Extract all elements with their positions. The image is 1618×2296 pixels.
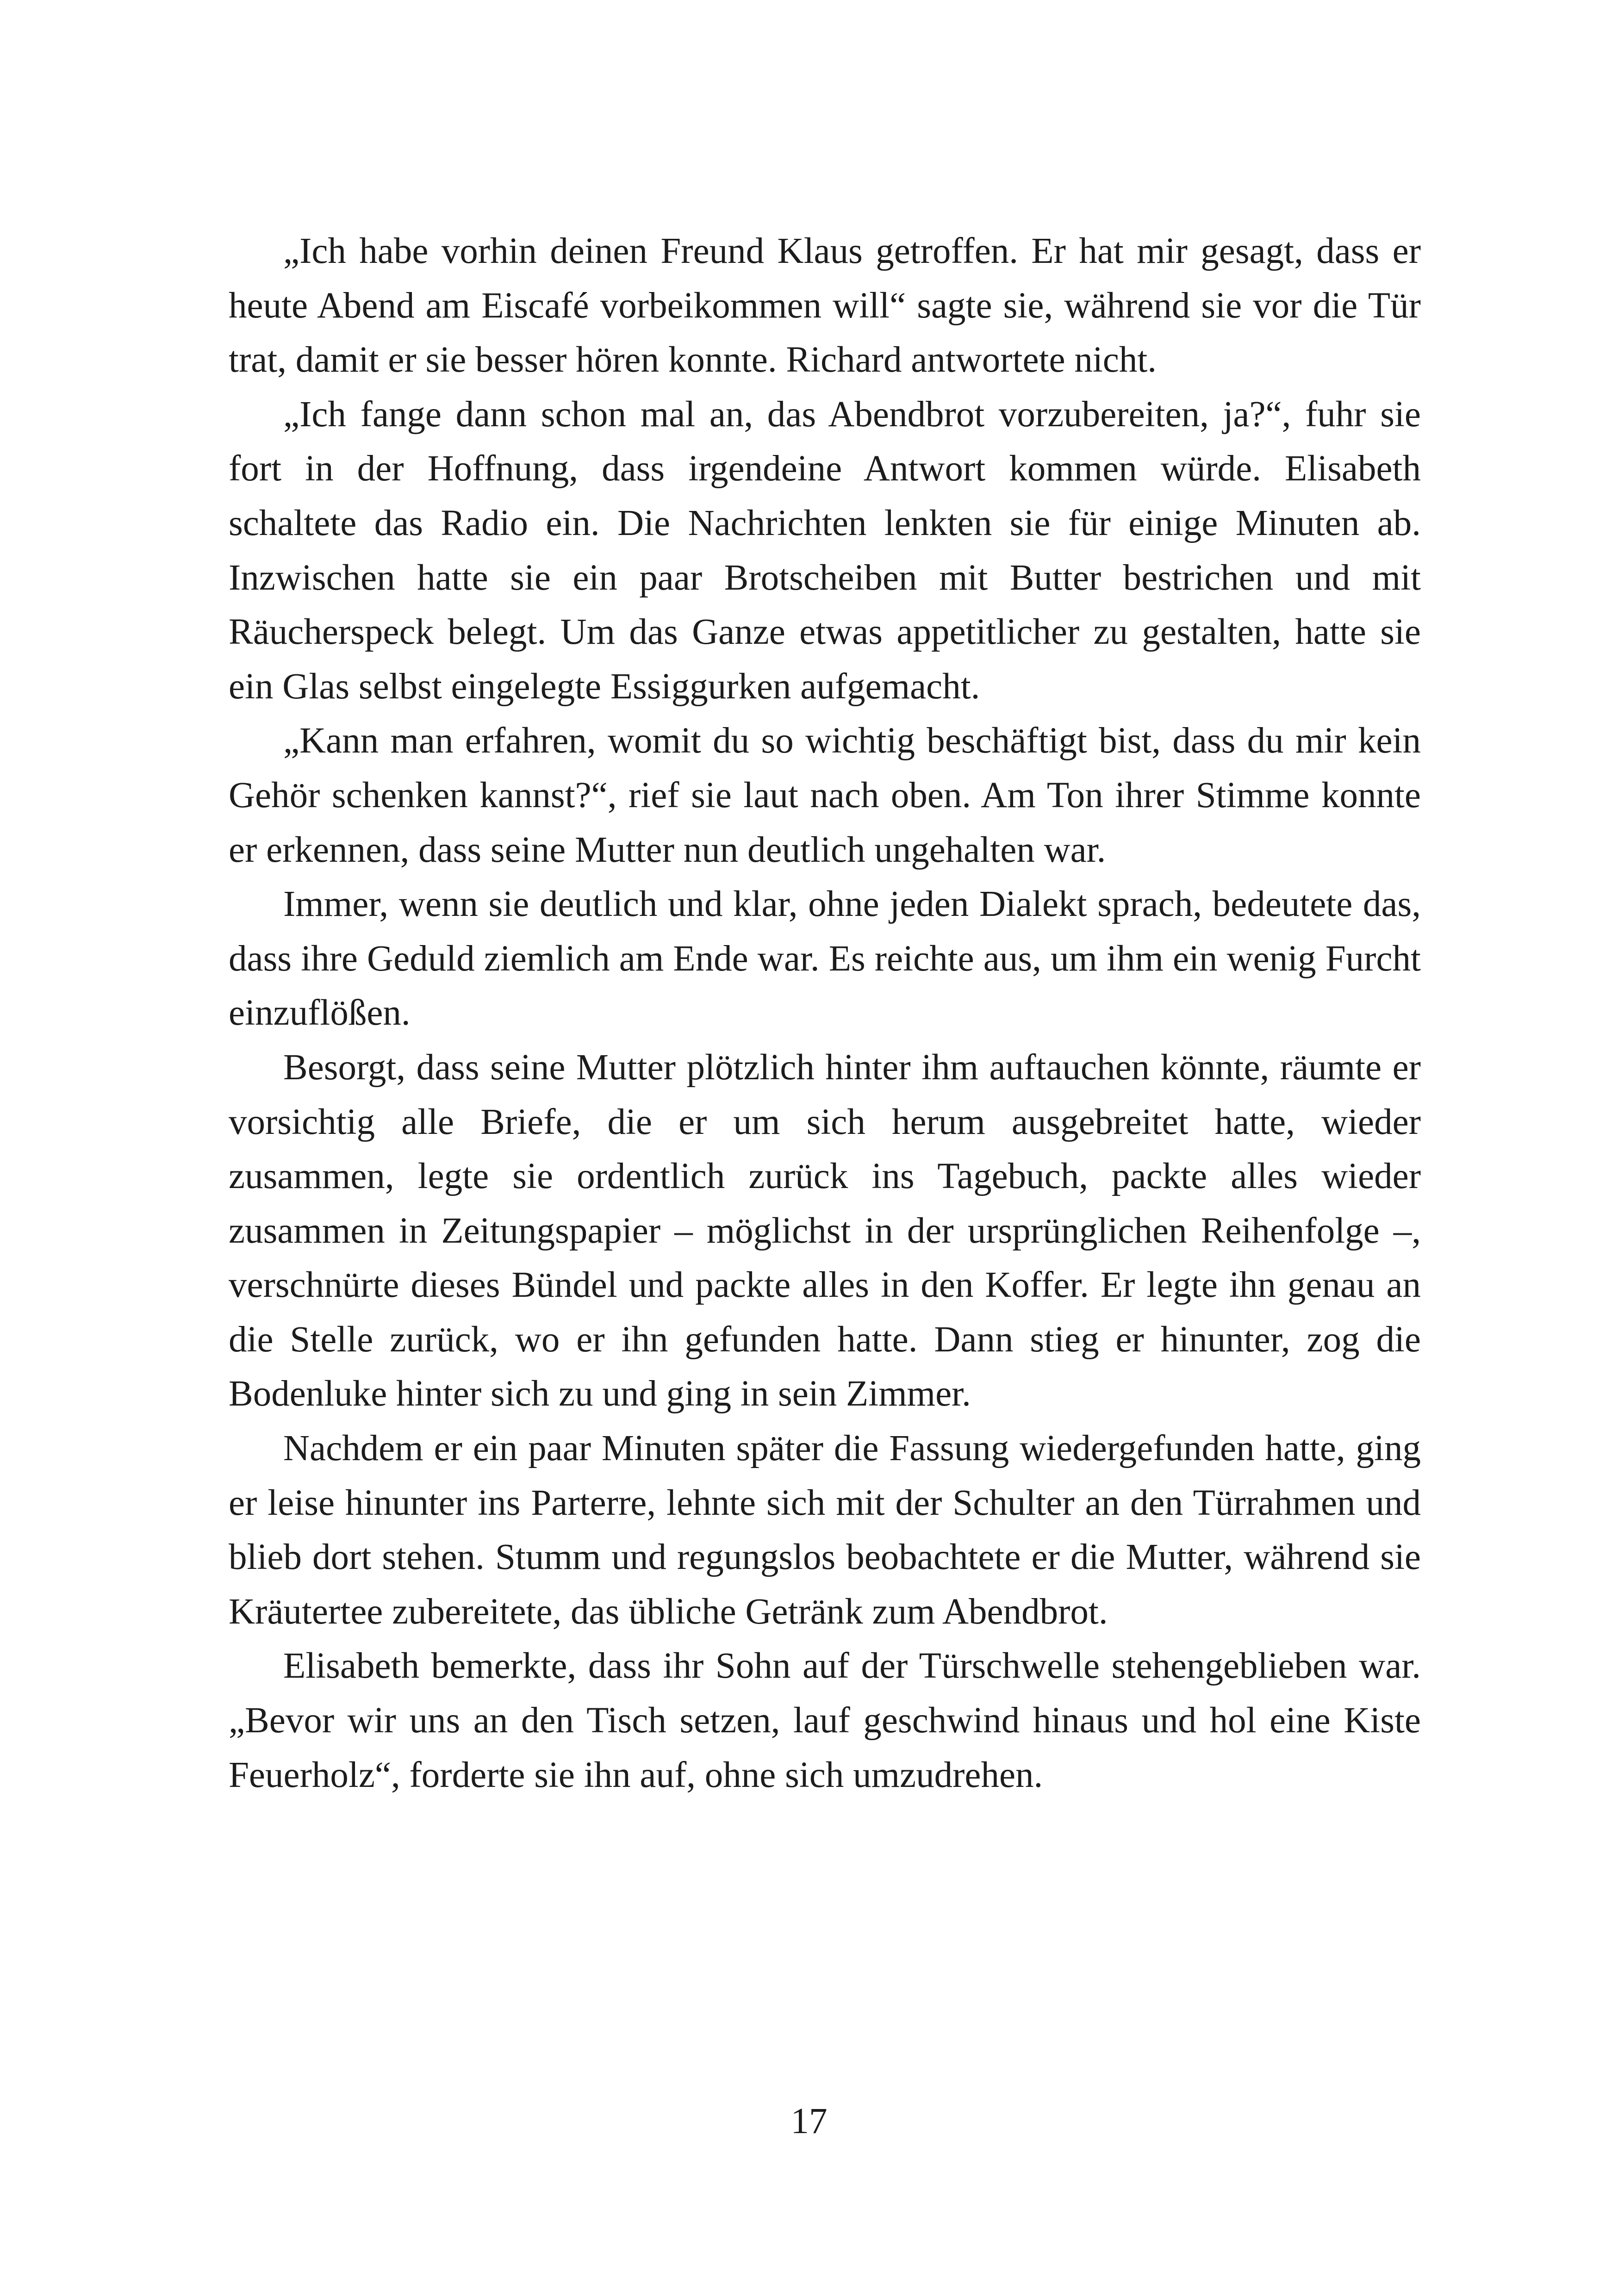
paragraph: Besorgt, dass seine Mutter plötzlich hinter ihm auftauchen könnte, räumte er vorsichtig alle Briefe, die er um sich herum ausgebreitet hatte, wieder zusammen, legte sie ordentlich zurück ins Tagebuch, packte alles wieder zusammen in Zeitungspapier – möglichst in der ursprünglichen Reihenfolge –, verschnürte dieses Bündel und packte alles in den Koffer. Er legte ihn genau an die Stelle zurück, wo er ihn gefunden hatte. Dann stieg er hinunter, zog die Bodenluke hinter sich zu und ging in sein Zimmer. bbox=[229, 1047, 1421, 1414]
paragraph: Nachdem er ein paar Minuten später die Fassung wiedergefunden hatte, ging er leise hinunter ins Parterre, lehnte sich mit der Schulter an den Türrahmen und blieb dort stehen. Stumm und regungslos beobachtete er die Mutter, während sie Kräutertee zubereitete, das übliche Getränk zum Abendbrot. bbox=[229, 1428, 1421, 1632]
paragraph: Immer, wenn sie deutlich und klar, ohne jeden Dialekt sprach, bedeutete das, dass ihre Geduld ziemlich am Ende war. Es reichte aus, um ihm ein wenig Furcht einzuflößen. bbox=[229, 884, 1421, 1033]
paragraph: Elisabeth bemerkte, dass ihr Sohn auf der Türschwelle stehengeblieben war. „Bevor wir uns an den Tisch setzen, lauf geschwind hinaus und hol eine Kiste Feuerholz“, forderte sie ihn auf, ohne sich umzudrehen. bbox=[229, 1646, 1421, 1795]
paragraph: „Ich habe vorhin deinen Freund Klaus getroffen. Er hat mir gesagt, dass er heute Abend am Eiscafé vorbeikommen will“ sagte sie, während sie vor die Tür trat, damit er sie besser hören konnte. Richard antwortete nicht. bbox=[229, 231, 1421, 380]
paragraph: „Kann man erfahren, womit du so wichtig beschäftigt bist, dass du mir kein Gehör schenken kannst?“, rief sie laut nach oben. Am Ton ihrer Stimme konnte er erkennen, dass seine Mutter nun deutlich ungehalten war. bbox=[229, 721, 1421, 870]
body-text bbox=[229, 224, 1421, 1802]
page-number: 17 bbox=[790, 2101, 828, 2141]
paragraph: „Ich fange dann schon mal an, das Abendbrot vorzubereiten, ja?“, fuhr sie fort in der Hoffnung, dass irgendeine Antwort kommen würde. Elisabeth schaltete das Radio ein. Die Nachrichten lenkten sie für einige Minuten ab. Inzwischen hatte sie ein paar Brotscheiben mit Butter bestrichen und mit Räucherspeck belegt. Um das Ganze etwas appetitlicher zu gestalten, hatte sie ein Glas selbst eingelegte Essiggurken aufgemacht. bbox=[229, 394, 1421, 707]
